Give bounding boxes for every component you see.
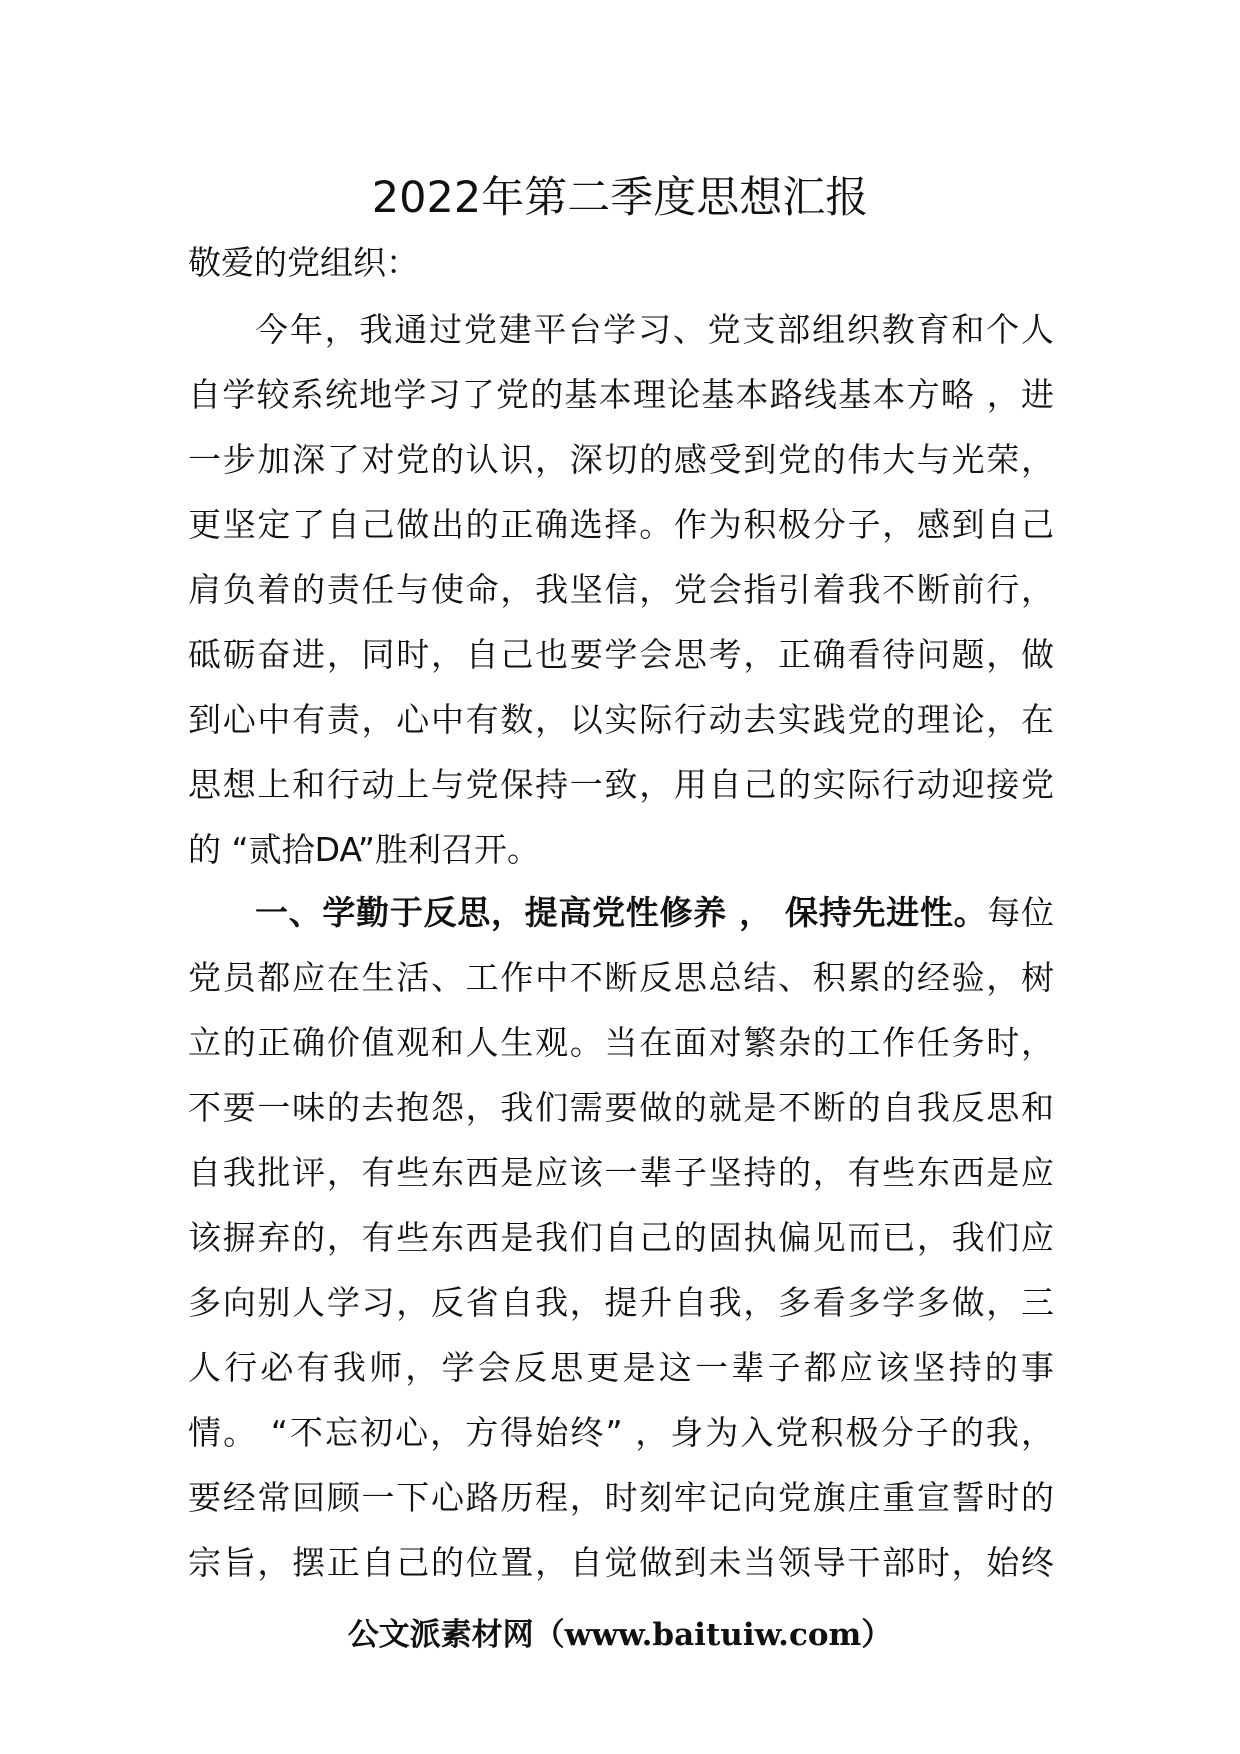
paragraph-line: 更坚定了自己做出的正确选择。作为积极分子，感到自己 bbox=[188, 505, 1054, 544]
paragraph-1 bbox=[188, 297, 1054, 882]
salutation: 敬爱的党组织： bbox=[188, 243, 419, 282]
paragraph-line: 该摒弃的，有些东西是我们自己的固执偏见而已，我们应 bbox=[188, 1218, 1054, 1257]
document-title: 2022年第二季度思想汇报 bbox=[371, 173, 869, 223]
paragraph-line: 要经常回顾一下心路历程，时刻牢记向党旗庄重宣誓时的 bbox=[188, 1478, 1054, 1517]
paragraph-line: 到心中有责，心中有数，以实际行动去实践党的理论，在 bbox=[188, 700, 1054, 739]
paragraph-line: 多向别人学习，反省自我，提升自我，多看多学多做，三 bbox=[188, 1283, 1054, 1322]
paragraph-line: 砥砺奋进，同时，自己也要学会思考，正确看待问题，做 bbox=[188, 635, 1054, 674]
paragraph-line: 自我批评，有些东西是应该一辈子坚持的，有些东西是应 bbox=[188, 1153, 1054, 1192]
paragraph-line: 肩负着的责任与使命，我坚信，党会指引着我不断前行， bbox=[188, 570, 1054, 609]
paragraph-first-line bbox=[188, 880, 1054, 945]
section-heading: 一、学勤于反思，提高党性修养 ， 保持先进性。 bbox=[255, 893, 988, 932]
paragraph-line: 党员都应在生活、工作中不断反思总结、积累的经验，树 bbox=[188, 958, 1054, 997]
paragraph-line: 自学较系统地学习了党的基本理论基本路线基本方略 ，进 bbox=[188, 375, 1054, 414]
paragraph-line: 今年，我通过党建平台学习、党支部组织教育和个人 bbox=[255, 310, 1054, 349]
paragraph-line: 思想上和行动上与党保持一致，用自己的实际行动迎接党 bbox=[188, 765, 1054, 804]
paragraph-line: 立的正确价值观和人生观。当在面对繁杂的工作任务时， bbox=[188, 1023, 1054, 1062]
paragraph-line: 情。 “不忘初心，方得始终” ，身为入党积极分子的我， bbox=[188, 1413, 1054, 1452]
paragraph-line: 人行必有我师，学会反思更是这一辈子都应该坚持的事 bbox=[188, 1348, 1054, 1387]
paragraph-line: 宗旨，摆正自己的位置，自觉做到未当领导干部时，始终 bbox=[188, 1543, 1054, 1582]
paragraph-line-rest: 每位 bbox=[987, 893, 1054, 932]
footer-watermark: 公文派素材网（www.baituiw.com） bbox=[347, 1617, 893, 1653]
paragraph-2 bbox=[188, 880, 1054, 1595]
paragraph-line: 一步加深了对党的认识，深切的感受到党的伟大与光荣， bbox=[188, 440, 1054, 479]
paragraph-line: 不要一味的去抱怨，我们需要做的就是不断的自我反思和 bbox=[188, 1088, 1054, 1127]
paragraph-line: 的 “贰拾DA”胜利召开。 bbox=[188, 830, 541, 869]
